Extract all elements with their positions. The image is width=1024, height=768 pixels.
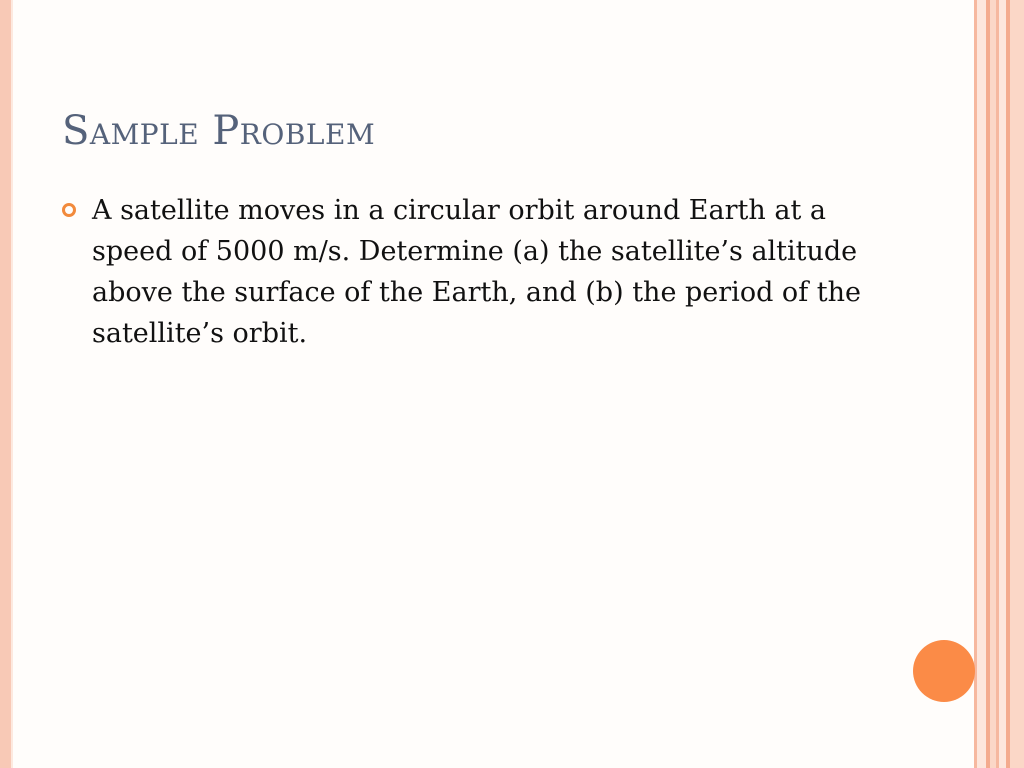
slide-body: [62, 190, 902, 354]
stripe: [977, 0, 986, 768]
stripe: [1010, 0, 1024, 768]
orange-circle-decoration: [913, 640, 975, 702]
stripe: [999, 0, 1006, 768]
bullet-text: A satellite moves in a circular orbit around Earth at a speed of 5000 m/s. Determine (a) the satellite’s altitude above the surface of the Earth, and (b) the period of the satellite’s orbit.: [92, 195, 861, 349]
slide-title: Sample Problem: [62, 108, 376, 154]
bullet-item: [62, 190, 902, 354]
left-border-highlight: [11, 0, 13, 768]
right-stripe-decoration: [974, 0, 1024, 768]
bullet-circle-icon: [62, 203, 76, 217]
